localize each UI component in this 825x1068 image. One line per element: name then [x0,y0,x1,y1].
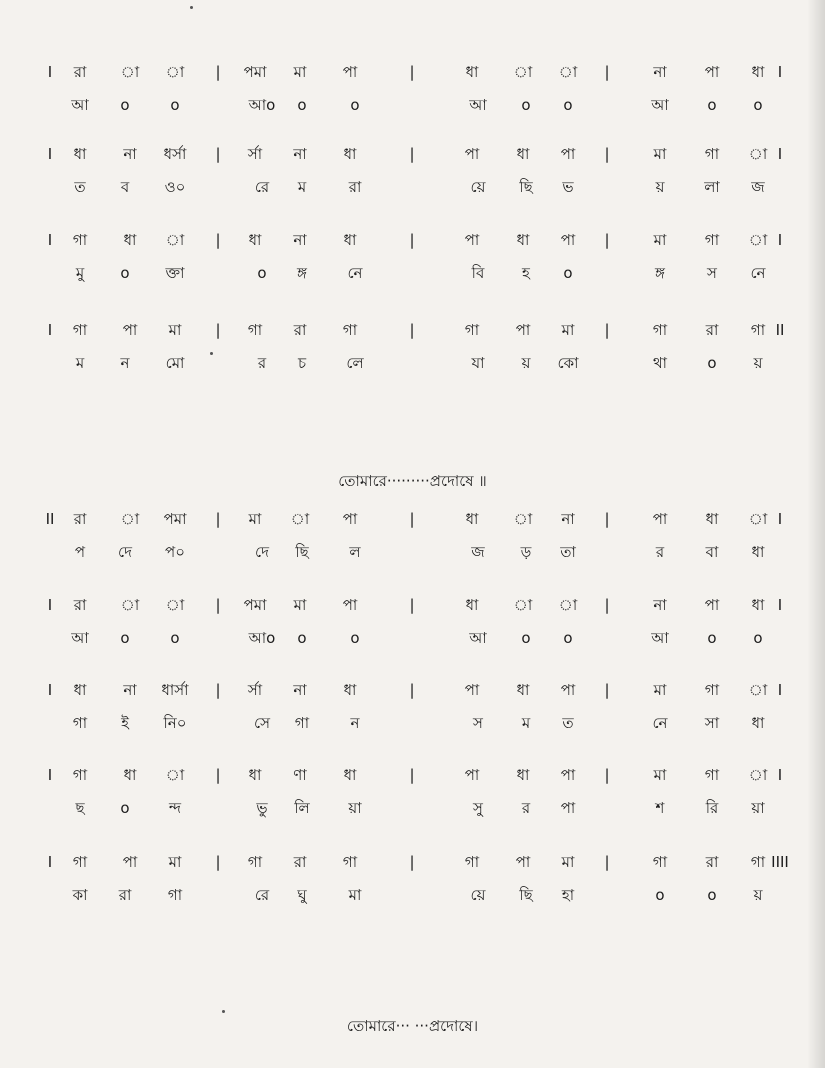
notes-row [0,763,825,787]
lyrics-row [0,626,825,650]
lyric-syllable: দে [255,543,269,561]
bar-line: | [604,596,610,614]
lyric-syllable: রা [348,178,362,196]
lyric-syllable: গা [167,886,183,904]
note: া [513,63,533,81]
bar-line: I [47,145,53,163]
note: গা [704,766,720,784]
note: ধা [516,231,530,249]
note: ধার্সা [161,681,189,699]
note: পা [342,63,358,81]
note: পমা [243,63,267,81]
notes-row [0,60,825,84]
bar-line: | [409,231,415,249]
bar-line: | [604,510,610,528]
lyric-syllable: o [350,96,360,114]
lyric-syllable: থা [652,354,668,372]
note: ধা [343,231,357,249]
lyric-syllable: রে [254,178,270,196]
lyric-syllable: ছি [295,543,309,561]
lyric-syllable: o [297,629,307,647]
note: গা [704,231,720,249]
lyric-syllable: o [521,96,531,114]
bar-line: I [777,766,783,784]
note: া [165,63,185,81]
notes-row [0,593,825,617]
lyric-syllable: হ [522,264,530,282]
lyric-syllable: কো [557,354,579,372]
note: গা [464,321,480,339]
bar-line: | [604,853,610,871]
note: গা [750,853,766,871]
lyric-syllable: o [257,264,267,282]
note: ধা [248,766,262,784]
note: পমা [163,510,187,528]
note: া [513,510,533,528]
lyric-syllable: মো [165,354,185,372]
note: না [123,681,137,699]
note: া [748,766,768,784]
lyric-syllable: সু [473,799,483,817]
lyric-syllable: ম [297,178,307,196]
note: গা [750,321,766,339]
note: মা [168,321,182,339]
bar-line: I [47,321,53,339]
notes-row [0,142,825,166]
note: মা [293,596,307,614]
note: পা [342,596,358,614]
lyric-syllable: প০ [165,543,185,561]
note: মা [653,681,667,699]
lyric-syllable: লে [346,354,364,372]
lyric-syllable: হা [561,886,575,904]
lyric-syllable: o [655,886,665,904]
notes-row [0,678,825,702]
bar-line: | [409,853,415,871]
note: গা [704,145,720,163]
note: গা [247,321,263,339]
note: মা [653,766,667,784]
bar-line: | [215,321,221,339]
note: না [653,63,667,81]
note: ধা [123,231,137,249]
lyrics-row [0,351,825,375]
note: না [123,145,137,163]
lyric-syllable: আ [71,629,89,647]
note: রা [293,321,307,339]
note: পা [704,63,720,81]
note: মা [293,63,307,81]
note: মা [653,231,667,249]
note: গা [464,853,480,871]
note: রা [705,853,719,871]
lyric-syllable: ড় [520,543,532,561]
note: া [558,63,578,81]
bar-line: | [215,63,221,81]
bar-line: I [777,681,783,699]
note: া [748,681,768,699]
lyric-syllable: জ [471,543,485,561]
lyric-syllable: ল [349,543,361,561]
note: ধা [343,681,357,699]
lyric-syllable: ধা [751,543,765,561]
bar-line: | [604,681,610,699]
note: ধা [465,63,479,81]
note: গা [72,766,88,784]
lyric-syllable: য় [655,178,665,196]
lyric-syllable: o [170,629,180,647]
note: ধা [751,596,765,614]
bar-line: | [215,596,221,614]
lyric-syllable: o [120,96,130,114]
lyric-syllable: ম [521,714,531,732]
bar-line: | [604,145,610,163]
lyric-syllable: র [257,354,267,372]
lyric-syllable: লি [294,799,310,817]
note: পা [464,766,480,784]
note: ধা [465,510,479,528]
note: া [748,145,768,163]
lyric-syllable: ই [121,714,129,732]
note: পা [122,853,138,871]
note: পা [464,231,480,249]
lyric-syllable: নে [652,714,668,732]
lyric-syllable: ধা [751,714,765,732]
bar-line: I [47,766,53,784]
lyric-syllable: স [473,714,483,732]
bar-line: | [409,596,415,614]
bar-line: I [777,596,783,614]
lyric-syllable: ত [562,714,574,732]
note: না [293,231,307,249]
note: রা [705,321,719,339]
lyric-syllable: ত [74,178,86,196]
note: রা [73,63,87,81]
note: গা [652,853,668,871]
bar-line: | [604,766,610,784]
note: ধা [705,510,719,528]
note: গা [342,853,358,871]
bar-line: I [47,853,53,871]
bar-line: | [604,231,610,249]
lyrics-row [0,711,825,735]
note: ধা [516,766,530,784]
note: গা [704,681,720,699]
lyric-syllable: নি০ [163,714,187,732]
lyric-syllable: ন্দ [168,799,182,817]
bar-line: I [777,145,783,163]
lyric-syllable: আ [651,629,669,647]
bar-line: | [215,766,221,784]
bar-line: | [215,145,221,163]
lyric-syllable: o [120,629,130,647]
lyric-syllable: নে [750,264,766,282]
lyric-syllable: বি [471,264,485,282]
lyric-syllable: দে [118,543,132,561]
lyric-syllable: o [563,629,573,647]
note: মা [168,853,182,871]
bar-line: II [775,321,785,339]
lyric-syllable: o [563,264,573,282]
lyric-syllable: o [707,886,717,904]
lyric-syllable: ঙ্গ [297,264,307,282]
note: া [165,231,185,249]
note: পা [515,853,531,871]
lyric-syllable: য় [753,886,763,904]
note: না [293,681,307,699]
lyrics-row [0,540,825,564]
note: রা [73,510,87,528]
bar-line: I [777,63,783,81]
note: রা [293,853,307,871]
note: ধা [516,145,530,163]
note: ধা [751,63,765,81]
note: ধা [343,766,357,784]
note: ধা [73,681,87,699]
note: া [165,766,185,784]
lyrics-row [0,93,825,117]
lyric-syllable: য়ে [470,178,486,196]
note: পা [560,145,576,163]
note: া [120,63,140,81]
note: পা [704,596,720,614]
bar-line: | [409,321,415,339]
note: না [653,596,667,614]
note: গা [72,321,88,339]
lyric-syllable: ক্তা [165,264,185,282]
lyric-syllable: ন [120,354,130,372]
note: গা [652,321,668,339]
lyric-syllable: র [655,543,665,561]
bar-line: I [47,596,53,614]
bar-line: | [409,63,415,81]
lyrics-row [0,796,825,820]
bar-line: | [409,766,415,784]
lyric-syllable: য় [521,354,531,372]
lyric-syllable: o [521,629,531,647]
note: পা [560,231,576,249]
lyric-syllable: আo [248,629,276,647]
bar-line: | [409,681,415,699]
note: মা [653,145,667,163]
lyric-syllable: সা [704,714,720,732]
note: পা [515,321,531,339]
note: ধা [73,145,87,163]
lyric-syllable: ছি [519,178,533,196]
lyric-syllable: রি [705,799,719,817]
bar-line: | [409,510,415,528]
note: া [120,596,140,614]
note: া [558,596,578,614]
lyric-syllable: o [753,629,763,647]
note: রা [73,596,87,614]
lyric-syllable: যা [471,354,485,372]
lyric-syllable: রা [118,886,132,904]
bar-line: I [777,510,783,528]
lyric-syllable: প [74,543,86,561]
note: ধা [123,766,137,784]
lyric-syllable: ন [350,714,360,732]
note: গা [247,853,263,871]
refrain-caption-2: তোমারে··· ···প্রদোষে। [346,1017,479,1035]
note: পা [464,681,480,699]
note: মা [561,853,575,871]
lyric-syllable: আo [248,96,276,114]
lyric-syllable: সে [254,714,270,732]
note: গা [342,321,358,339]
note: পা [122,321,138,339]
note: ধা [248,231,262,249]
bar-line: | [215,510,221,528]
refrain-caption-1: তোমারে·········প্রদোষে ॥ [338,472,487,490]
lyric-syllable: ছি [519,886,533,904]
note: না [561,510,575,528]
lyric-syllable: ছ [75,799,85,817]
note: া [120,510,140,528]
note: া [290,510,310,528]
lyric-syllable: o [563,96,573,114]
lyric-syllable: মু [75,264,85,282]
lyric-syllable: o [170,96,180,114]
note: গা [72,853,88,871]
paper-speck [190,6,193,9]
bar-line: I [777,231,783,249]
note: পা [342,510,358,528]
lyric-syllable: বা [705,543,719,561]
lyric-syllable: পা [560,799,576,817]
lyric-syllable: o [297,96,307,114]
note: ধা [343,145,357,163]
note: না [293,145,307,163]
paper-speck [222,1010,225,1013]
lyric-syllable: নে [347,264,363,282]
lyric-syllable: o [120,264,130,282]
note: মা [561,321,575,339]
lyric-syllable: o [707,96,717,114]
bar-line: I [47,63,53,81]
note: ধা [465,596,479,614]
note: পা [560,766,576,784]
lyric-syllable: o [350,629,360,647]
note: গা [72,231,88,249]
note: পা [464,145,480,163]
note: া [748,510,768,528]
lyric-syllable: রে [254,886,270,904]
note: পা [560,681,576,699]
lyric-syllable: ভ [562,178,574,196]
lyric-syllable: o [707,354,717,372]
lyric-syllable: আ [469,96,487,114]
note: া [513,596,533,614]
lyric-syllable: শ [655,799,665,817]
lyric-syllable: য়া [348,799,362,817]
lyric-syllable: ঙ্গ [655,264,665,282]
note: া [165,596,185,614]
lyric-syllable: মা [348,886,362,904]
lyric-syllable: স [707,264,717,282]
lyric-syllable: ম [75,354,85,372]
lyric-syllable: ভু [256,799,268,817]
note: পমা [243,596,267,614]
lyric-syllable: য়া [751,799,765,817]
lyric-syllable: আ [469,629,487,647]
bar-line: | [215,681,221,699]
bar-line: I [47,231,53,249]
note: ধর্সা [163,145,187,163]
notes-row [0,318,825,342]
lyric-syllable: o [120,799,130,817]
lyric-syllable: ও০ [164,178,186,196]
lyric-syllable: য় [753,354,763,372]
lyric-syllable: জ [751,178,765,196]
lyric-syllable: র [521,799,531,817]
bar-line: | [409,145,415,163]
note: মা [248,510,262,528]
notes-row [0,507,825,531]
lyric-syllable: চ [297,354,307,372]
bar-line: II [45,510,55,528]
paper-speck [210,352,213,355]
note: র্সা [247,681,263,699]
lyric-syllable: আ [651,96,669,114]
lyric-syllable: ব [120,178,130,196]
note: পা [652,510,668,528]
lyric-syllable: তা [560,543,576,561]
bar-line: IIII [771,853,789,871]
lyrics-row [0,261,825,285]
lyric-syllable: আ [71,96,89,114]
bar-line: | [215,231,221,249]
lyric-syllable: গা [72,714,88,732]
lyrics-row [0,175,825,199]
notes-row [0,850,825,874]
bar-line: | [215,853,221,871]
page-edge-shadow [807,0,825,1068]
note: ণা [293,766,307,784]
note: র্সা [247,145,263,163]
bar-line: I [47,681,53,699]
lyric-syllable: o [707,629,717,647]
lyric-syllable: o [753,96,763,114]
lyric-syllable: কা [72,886,88,904]
lyric-syllable: য়ে [470,886,486,904]
lyric-syllable: ঘু [297,886,307,904]
note: ধা [516,681,530,699]
bar-line: | [604,321,610,339]
note: া [748,231,768,249]
lyric-syllable: লা [704,178,720,196]
bar-line: | [604,63,610,81]
lyric-syllable: গা [294,714,310,732]
notes-row [0,228,825,252]
lyrics-row [0,883,825,907]
